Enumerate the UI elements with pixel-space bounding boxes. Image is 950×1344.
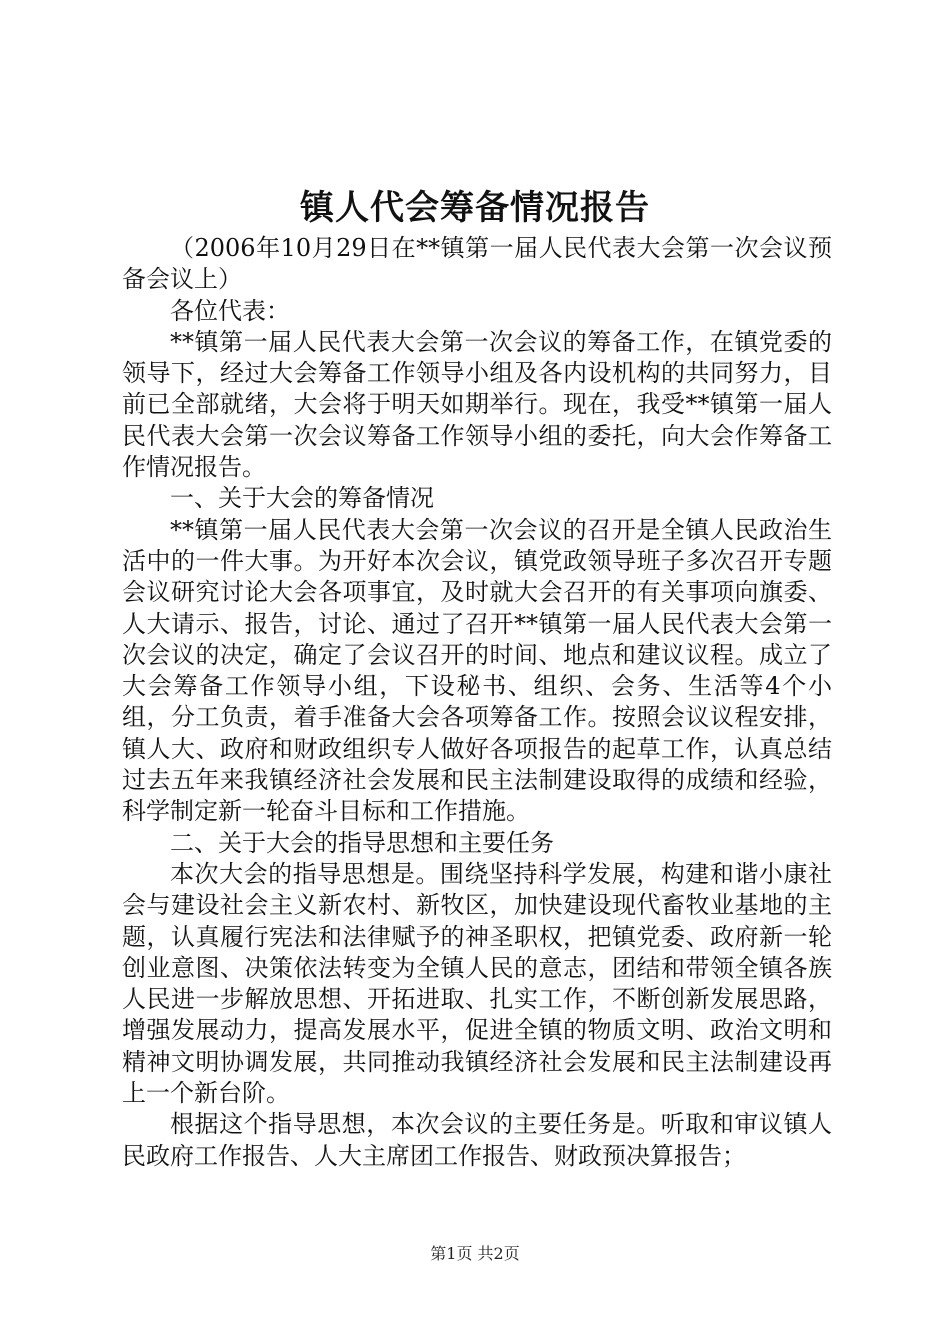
section-heading-guiding-ideology: 二、关于大会的指导思想和主要任务 bbox=[170, 828, 554, 857]
meeting-note: （2006年10月29日在**镇第一届人民代表大会第一次会议预备会议上） bbox=[122, 234, 832, 294]
document-title: 镇人代会筹备情况报告 bbox=[300, 188, 650, 228]
intro-paragraph: **镇第一届人民代表大会第一次会议的筹备工作，在镇党委的领导下，经过大会筹备工作领导小组及各内设机构的共同努力，目前已全部就绪，大会将于明天如期举行。现在，我受**镇第一届人民代表大会第一次会议筹备工作领导小组的委托，向大会作筹备工作情况报告。 bbox=[122, 327, 832, 482]
main-tasks-paragraph: 根据这个指导思想，本次会议的主要任务是。听取和审议镇人民政府工作报告、人大主席团工作报告、财政预决算报告； bbox=[122, 1110, 832, 1170]
guiding-ideology-paragraph: 本次大会的指导思想是。围绕坚持科学发展，构建和谐小康社会与建设社会主义新农村、新牧区，加快建设现代畜牧业基地的主题，认真履行宪法和法律赋予的神圣职权，把镇党委、政府新一轮创业意图、决策依法转变为全镇人民的意志，团结和带领全镇各族人民进一步解放思想、开拓进取、扎实工作，不断创新发展思路，增强发展动力，提高发展水平，促进全镇的物质文明、政治文明和精神文明协调发展，共同推动我镇经济社会发展和民主法制建设再上一个新台阶。 bbox=[122, 859, 832, 1108]
preparation-paragraph: **镇第一届人民代表大会第一次会议的召开是全镇人民政治生活中的一件大事。为开好本次会议，镇党政领导班子多次召开专题会议研究讨论大会各项事宜，及时就大会召开的有关事项向旗委、人大请示、报告，讨论、通过了召开**镇第一届人民代表大会第一次会议的决定，确定了会议召开的时间、地点和建议议程。成立了大会筹备工作领导小组，下设秘书、组织、会务、生活等4个小组，分工负责，着手准备大会各项筹备工作。按照会议议程安排，镇人大、政府和财政组织专人做好各项报告的起草工作，认真总结过去五年来我镇经济社会发展和民主法制建设取得的成绩和经验，科学制定新一轮奋斗目标和工作措施。 bbox=[122, 515, 832, 826]
document-body bbox=[122, 233, 832, 1172]
section-heading-preparation: 一、关于大会的筹备情况 bbox=[170, 484, 434, 513]
page-footer: 第1页 共2页 bbox=[430, 1244, 520, 1263]
salutation: 各位代表： bbox=[170, 296, 290, 325]
